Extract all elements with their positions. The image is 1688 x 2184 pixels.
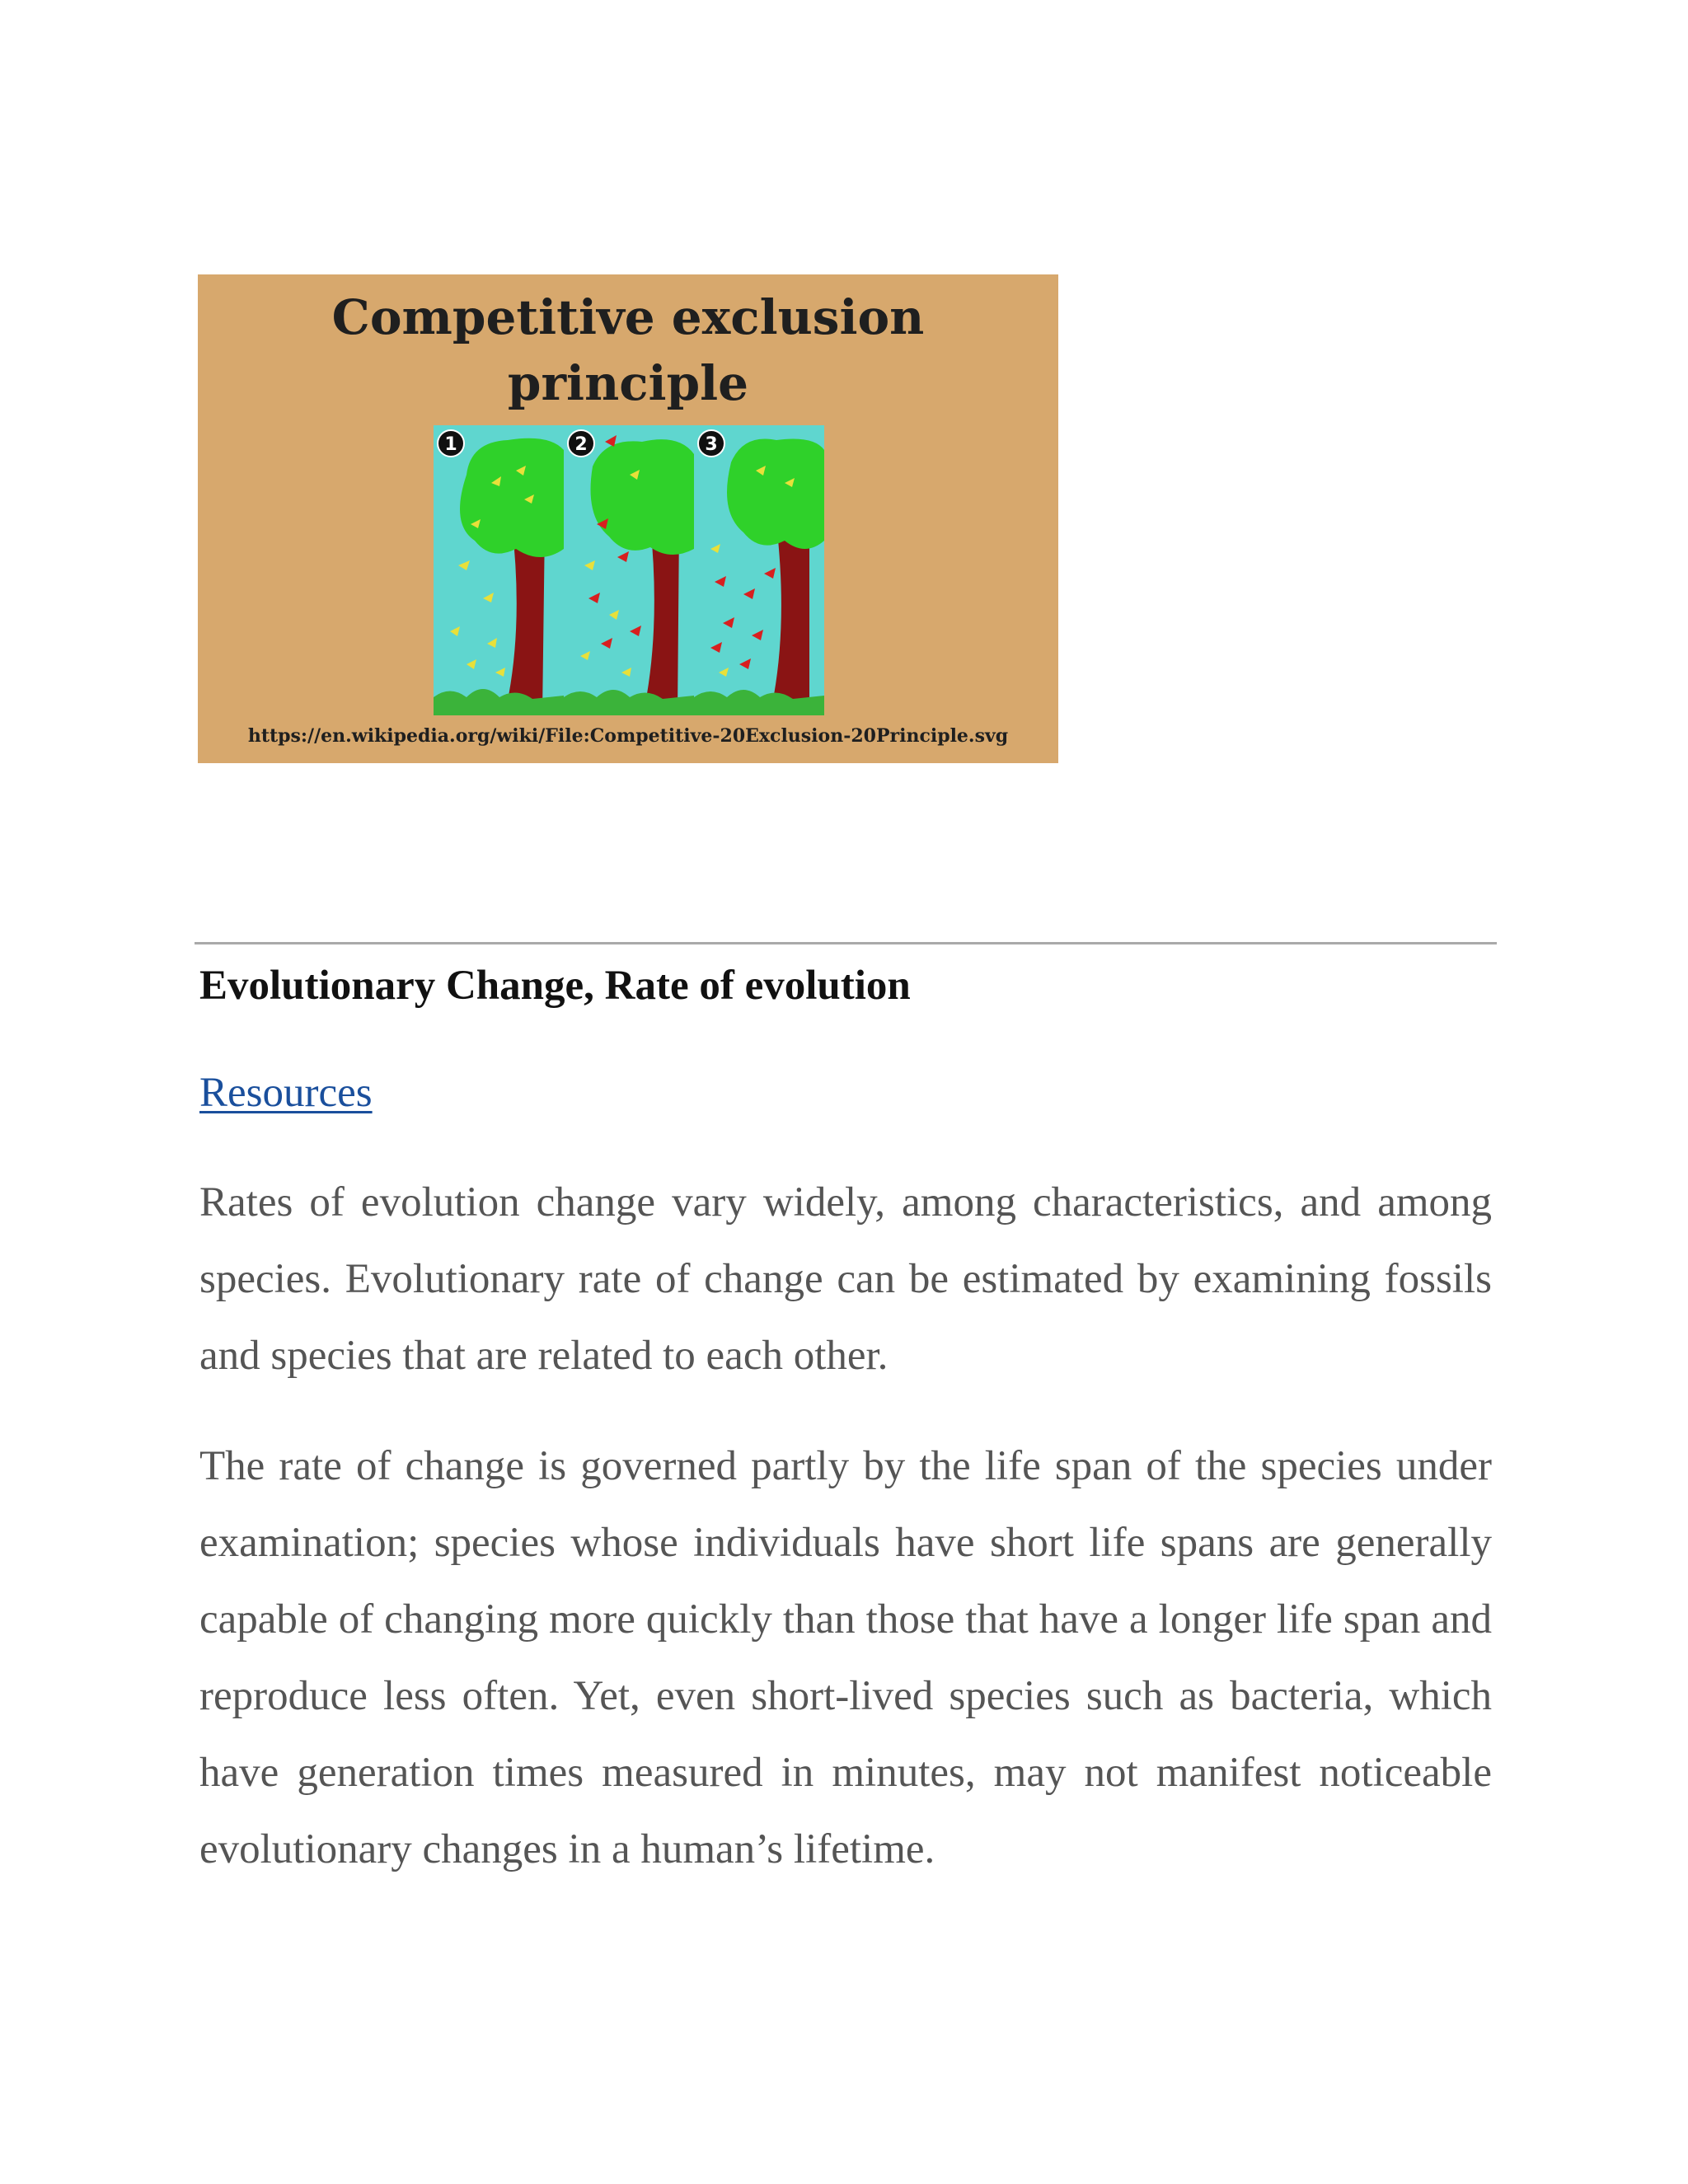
section-heading: Evolutionary Change, Rate of evolution xyxy=(199,963,911,1009)
figure-panel-3 xyxy=(694,425,824,715)
panel-number-badge-2: 2 xyxy=(567,429,595,457)
figure-title-line2: principle xyxy=(507,355,749,411)
section-divider xyxy=(195,942,1497,944)
figure-panels xyxy=(434,425,824,715)
figure-source-url: https://en.wikipedia.org/wiki/File:Competitive-20Exclusion-20Principle.svg xyxy=(247,725,1009,747)
paragraph-rates-of-evolution: Rates of evolution change vary widely, among characteristics, and among species. Evolutionary rate of change can be estimated by examining fossils and species that are related to each other. xyxy=(199,1179,1492,1379)
panel-number-badge-1: 1 xyxy=(437,429,465,457)
paragraph-rate-of-change: The rate of change is governed partly by the life span of the species under examination; species whose individuals have short life spans are generally capable of changing more quickly than those that have a longer life span and reproduce less often. Yet, even short-lived species such as bacteria, which have generation times measured in minutes, may not manifest noticeable evolutionary changes in a human’s lifetime. xyxy=(199,1443,1492,1872)
figure-panel-1 xyxy=(434,425,564,715)
figure-title-line1: Competitive exclusion xyxy=(331,289,925,345)
panel-number-badge-3: 3 xyxy=(697,429,725,457)
figure-title xyxy=(198,284,1058,416)
tree-illustration-2 xyxy=(564,425,694,715)
competitive-exclusion-figure xyxy=(198,274,1058,763)
tree-illustration-3 xyxy=(694,425,824,715)
figure-panel-2 xyxy=(564,425,694,715)
tree-illustration-1 xyxy=(434,425,564,715)
resources-link[interactable]: Resources xyxy=(199,1070,373,1116)
